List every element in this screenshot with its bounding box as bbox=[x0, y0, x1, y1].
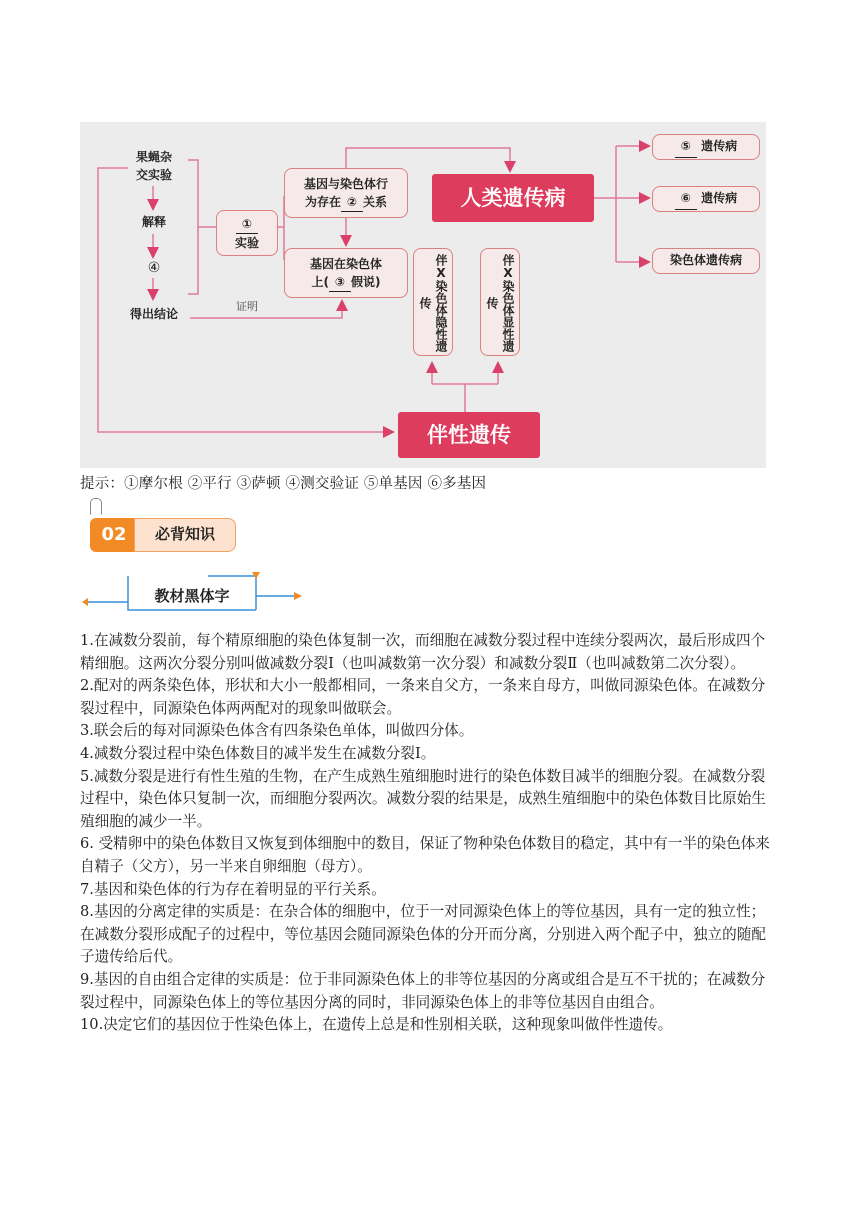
explain-label: 解释 bbox=[141, 215, 166, 229]
blank-3: ③ bbox=[329, 273, 351, 292]
paragraph-10: 10.决定它们的基因位于性染色体上，在遗传上总是和性别相关联，这种现象叫做伴性遗传。 bbox=[80, 1016, 673, 1034]
disease6-box: ⑥ 遗传病 bbox=[652, 186, 760, 212]
paragraph-5: 5.减数分裂是进行有性生殖的生物，在产生成熟生殖细胞时进行的染色体数目减半的细胞分裂。在减数分裂过程中，染色体只复制一次，而细胞分裂两次。减数分裂的结果是，成熟生殖细胞中的染色体数目比原始生殖细胞的减少一半。 bbox=[80, 767, 766, 830]
experiment-label: 实验 bbox=[234, 236, 259, 250]
parallel-relation-box: 基因与染色体行 为存在 ② 关系 bbox=[284, 168, 408, 218]
sex-linked-inheritance-box: 伴性遗传 bbox=[398, 412, 540, 458]
blank-2: ② bbox=[341, 193, 363, 212]
prove-label: 证明 bbox=[236, 300, 258, 313]
paragraph-7: 7.基因和染色体的行为存在着明显的平行关系。 bbox=[80, 880, 386, 898]
x-dominant-box: 伴X染色体显性遗传 bbox=[480, 248, 520, 356]
conclusion-label: 得出结论 bbox=[129, 307, 178, 321]
blank-5: ⑤ bbox=[675, 135, 697, 158]
hint-text: 提示：①摩尔根 ②平行 ③萨顿 ④测交验证 ⑤单基因 ⑥多基因 bbox=[80, 476, 487, 492]
subsection-header bbox=[80, 572, 310, 616]
chromosome-disease-box: 染色体遗传病 bbox=[652, 248, 760, 274]
hypothesis-box: 基因在染色体 上( ③ 假说) bbox=[284, 248, 408, 298]
section-header bbox=[90, 512, 240, 552]
disease5-box: ⑤ 遗传病 bbox=[652, 134, 760, 160]
subsection-title: 教材黑体字 bbox=[154, 587, 230, 605]
fruitfly-experiment-label: 果蝇杂 交实验 bbox=[135, 150, 172, 182]
concept-map bbox=[80, 122, 766, 468]
paragraph-4: 4.减数分裂过程中染色体数目的减半发生在减数分裂Ⅰ。 bbox=[80, 744, 436, 762]
paragraph-1: 1.在减数分裂前，每个精原细胞的染色体复制一次，而细胞在减数分裂过程中连续分裂两次，最后形成四个精细胞。这两次分裂分别叫做减数分裂Ⅰ（也叫减数第一次分裂）和减数分裂Ⅱ（也叫减数第二次分裂）。 bbox=[80, 632, 766, 672]
section-number: 02 bbox=[90, 518, 138, 552]
paragraph-8: 8.基因的分离定律的实质是：在杂合体的细胞中，位于一对同源染色体上的等位基因，具有一定的独立性；在减数分裂形成配子的过程中，等位基因会随同源染色体的分开而分离，分别进入两个配子中，独立的随配子遗传给后代。 bbox=[80, 903, 766, 966]
experiment-box bbox=[216, 210, 278, 256]
human-genetic-disease-box: 人类遗传病 bbox=[432, 174, 594, 222]
section-title: 必背知识 bbox=[134, 518, 236, 552]
paragraph-3: 3.联会后的每对同源染色体含有四条染色单体，叫做四分体。 bbox=[80, 722, 474, 740]
paragraph-6: 6. 受精卵中的染色体数目又恢复到体细胞中的数目，保证了物种染色体数目的稳定，其中有一半的染色体来自精子（父方），另一半来自卵细胞（母方）。 bbox=[80, 835, 770, 875]
x-recessive-box: 伴X染色体隐性遗传 bbox=[413, 248, 453, 356]
knowledge-list bbox=[80, 630, 770, 1037]
paragraph-9: 9.基因的自由组合定律的实质是：位于非同源染色体上的非等位基因的分离或组合是互不干扰的；在减数分裂过程中，同源染色体上的等位基因分离的同时，非同源染色体上的非等位基因自由组合。 bbox=[80, 970, 766, 1011]
blank-6: ⑥ bbox=[675, 187, 697, 210]
blank-1: ① bbox=[236, 215, 258, 234]
step4-label: ④ bbox=[147, 260, 161, 276]
paragraph-2: 2.配对的两条染色体，形状和大小一般都相同，一条来自父方，一条来自母方，叫做同源染色体。在减数分裂过程中，同源染色体两两配对的现象叫做联会。 bbox=[80, 677, 766, 717]
